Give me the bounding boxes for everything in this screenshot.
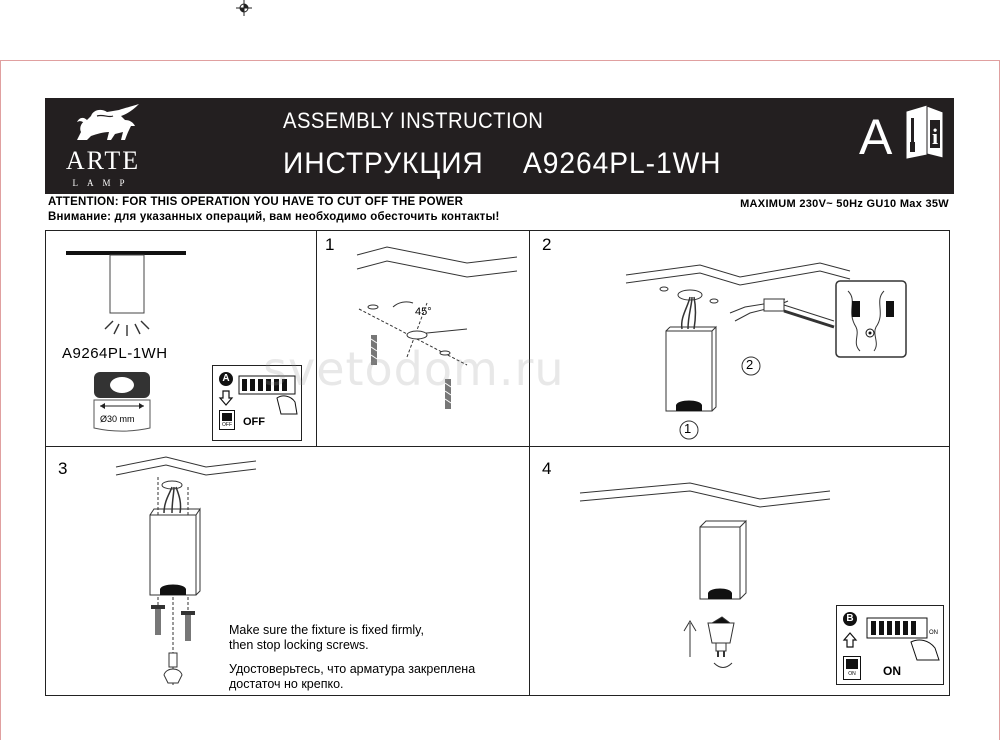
panel-overview [45, 230, 317, 447]
switch-tag-label: ON [929, 630, 938, 636]
info-letter: i [931, 124, 939, 149]
arrow-up-icon [843, 632, 857, 648]
switch-mini-icon [219, 410, 235, 430]
mounting-screw-left [151, 605, 165, 635]
mark-1-label: 1 [684, 421, 692, 436]
note-russian-line-1: Удостоверьтесь, что арматура закреплена [229, 662, 476, 676]
header-bar [45, 98, 954, 194]
model-number: A9264PL-1WH [523, 147, 722, 180]
registration-mark-icon [236, 0, 252, 16]
ceiling-drilling-illustration [317, 231, 517, 431]
version-letter: A [859, 109, 893, 165]
mark-2-label: 2 [746, 357, 754, 372]
lamp-insertion-illustration [530, 447, 830, 692]
switch-mini-label: OFF [222, 422, 232, 428]
arrow-down-icon [219, 390, 233, 406]
power-spec: MAXIMUM 230V~ 50Hz GU10 Max 35W [740, 198, 949, 210]
switch-letter-badge: B [843, 612, 857, 626]
switch-mini-label: ON [848, 671, 856, 677]
panel-step-1 [316, 230, 530, 447]
wiring-illustration [530, 231, 950, 447]
overview-model: A9264PL-1WH [62, 345, 168, 362]
instruction-book-icon [903, 104, 945, 160]
brand-subtitle: LAMP [72, 178, 134, 188]
panel-step-4 [529, 446, 950, 696]
brand-name: ARTE [65, 146, 141, 175]
fixture-front-illustration [58, 245, 198, 355]
step-number-2: 2 [542, 235, 552, 254]
switch-letter-badge: A [219, 372, 233, 386]
power-on-switch-box [836, 605, 944, 685]
mounting-screw-right [181, 611, 195, 641]
drill-angle-label: 45° [415, 306, 432, 318]
note-english-line-2: then stop locking screws. [229, 638, 369, 652]
title-russian: ИНСТРУКЦИЯ [283, 147, 484, 180]
brand-logo [57, 104, 149, 190]
crop-line-left [0, 60, 1, 740]
title-english: ASSEMBLY INSTRUCTION [283, 108, 544, 133]
gu10-bulb [708, 617, 734, 668]
panel-step-3 [45, 446, 530, 696]
cutout-diameter-label: Ø30 mm [100, 414, 135, 424]
warning-russian: Внимание: для указанных операций, вам необходимо обесточить контакты! [48, 211, 500, 223]
step-number-3: 3 [58, 459, 68, 478]
crop-line-top [0, 60, 1000, 61]
step-number-4: 4 [542, 459, 552, 478]
switch-state-label: ON [883, 664, 901, 678]
fixture-mounting-illustration [46, 447, 286, 692]
lion-logo-icon [57, 104, 149, 144]
step-number-1: 1 [325, 235, 335, 254]
warning-english: ATTENTION: FOR THIS OPERATION YOU HAVE TO CUT OFF THE POWER [48, 196, 464, 208]
switch-state-label: OFF [243, 416, 265, 428]
note-russian-line-2: достаточ но крепко. [229, 677, 344, 691]
watermark: svetodom.ru [263, 342, 565, 396]
note-english-line-1: Make sure the fixture is fixed firmly, [229, 623, 424, 637]
switch-mini-icon [843, 656, 861, 680]
panel-step-2 [529, 230, 950, 447]
